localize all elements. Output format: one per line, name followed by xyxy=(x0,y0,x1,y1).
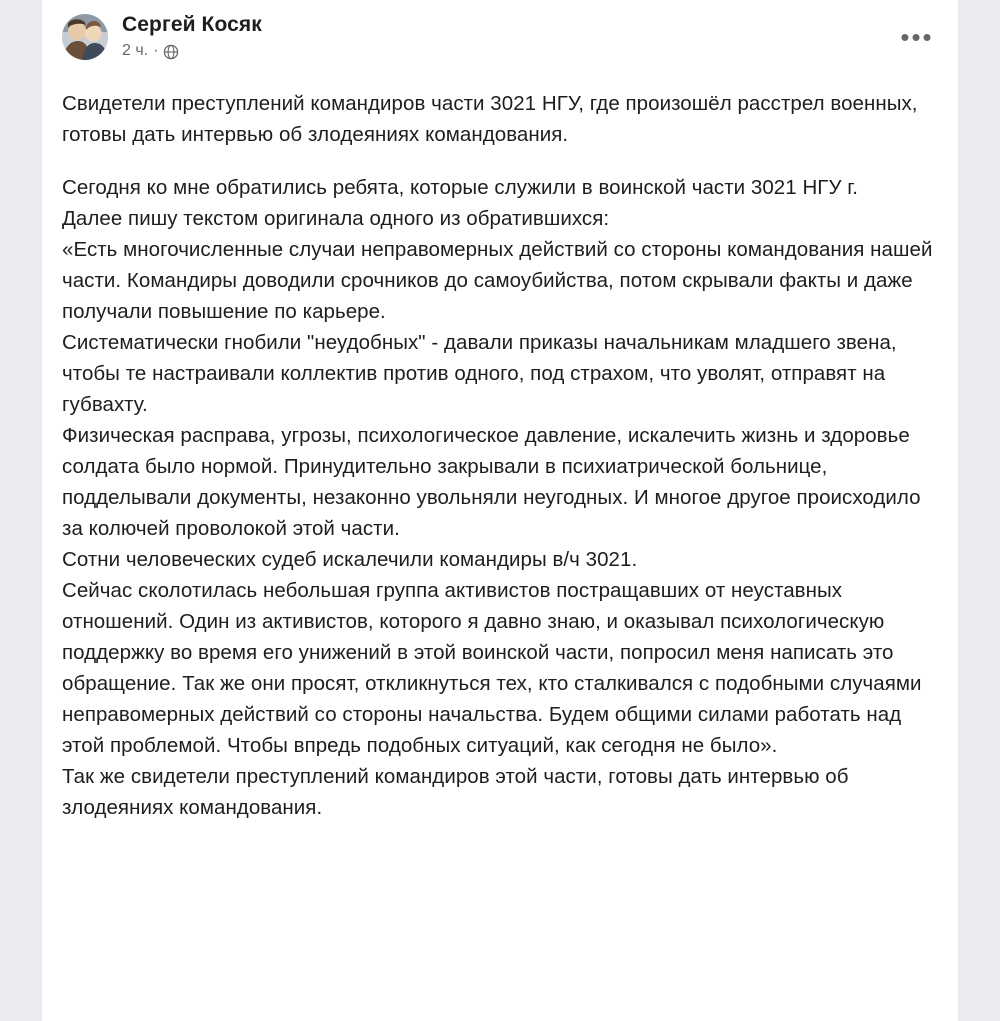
post-body xyxy=(62,88,938,823)
post-paragraph: «Есть многочисленные случаи неправомерных действий со стороны командования нашей части. Командиры доводили срочников до самоубийства, потом скрывали факты и даже получали повышение по карьере. xyxy=(62,238,933,323)
meta-separator: · xyxy=(153,42,159,59)
post-paragraph: Физическая расправа, угрозы, психологическое давление, искалечить жизнь и здоровье солдата было нормой. Принудительно закрывали в психиатрической больнице, подделывали документы, незаконно увольняли неугодных. И многое другое происходило за колючей проволокой этой части. xyxy=(62,424,921,540)
post-paragraph: Далее пишу текстом оригинала одного из обратившихся: xyxy=(62,207,610,230)
post-header-text xyxy=(122,12,262,61)
author-name[interactable]: Сергей Косяк xyxy=(122,13,262,36)
post-paragraph: Сотни человеческих судеб искалечили командиры в/ч 3021. xyxy=(62,548,638,571)
post-card xyxy=(42,0,958,1021)
globe-icon[interactable] xyxy=(163,44,179,60)
avatar[interactable] xyxy=(62,14,108,60)
post-paragraph: Свидетели преступлений командиров части 3021 НГУ, где произошёл расстрел военных, готовы дать интервью об злодеяниях командования. xyxy=(62,92,918,146)
post-paragraph: Сегодня ко мне обратились ребята, которые служили в воинской части 3021 НГУ г. xyxy=(62,176,859,199)
post-header xyxy=(62,12,938,74)
post-paragraph: Так же свидетели преступлений командиров этой части, готовы дать интервью об злодеяниях командования. xyxy=(62,765,849,819)
more-options-button[interactable]: ••• xyxy=(900,22,934,52)
post-meta xyxy=(122,41,262,61)
post-paragraph: Систематически гнобили "неудобных" - давали приказы начальникам младшего звена, чтобы те настраивали коллектив против одного, под страхом, что уволят, отправят на губвахту. xyxy=(62,331,897,416)
post-paragraph: Сейчас сколотилась небольшая группа активистов постращавших от неуставных отношений. Один из активистов, которого я давно знаю, и оказывал психологическую поддержку во время его унижений в этой воинской части, попросил меня написать это обращение. Так же они просят, откликнуться тех, кто сталкивался с подобными случаями неправомерных действий со стороны начальства. Будем общими силами работать над этой проблемой. Чтобы впредь подобных ситуаций, как сегодня не было». xyxy=(62,579,922,757)
post-timestamp[interactable]: 2 ч. xyxy=(122,42,149,59)
